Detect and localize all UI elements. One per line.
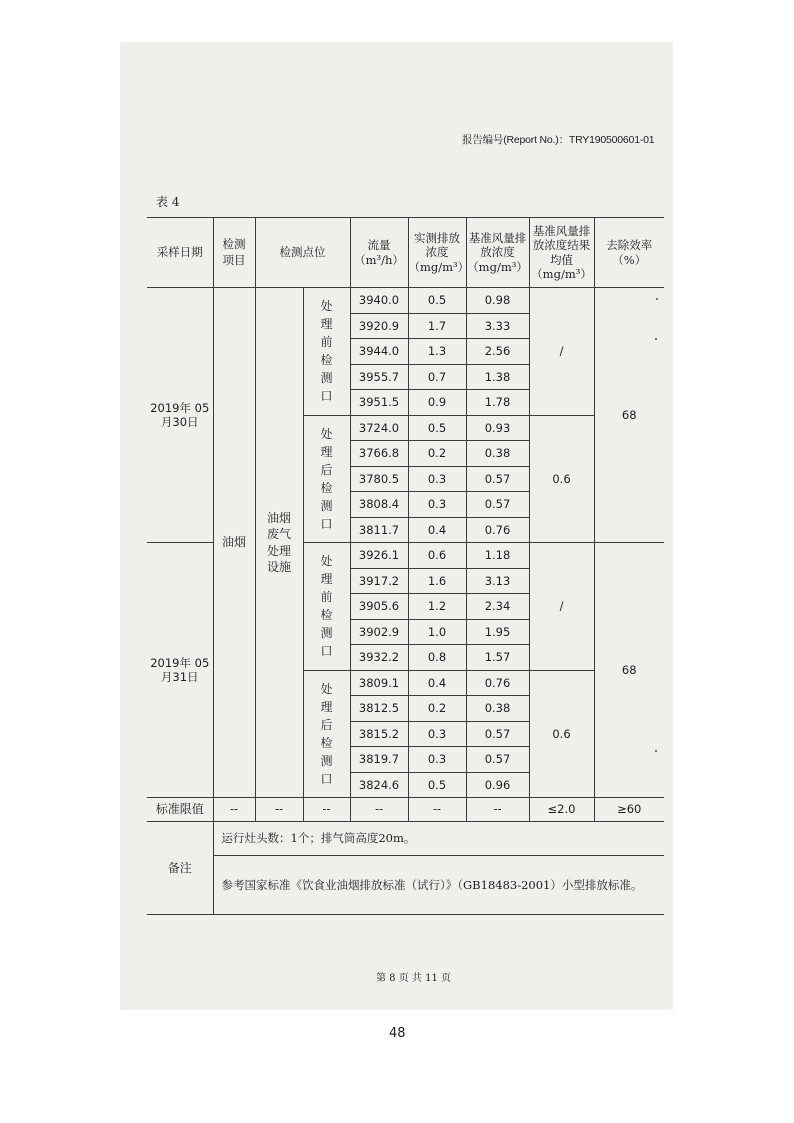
remarks-row: [147, 822, 664, 856]
col-baseline-avg: 基准风量排放浓度结果均值（mg/m³）: [529, 218, 594, 288]
col-baseline: 基准风量排放浓度（mg/m³）: [466, 218, 529, 288]
standard-item: --: [213, 798, 255, 822]
baseline-value: 0.57: [466, 721, 529, 747]
page-of: 第 8 页 共 11 页: [376, 973, 451, 984]
measured-value: 0.3: [408, 466, 466, 492]
flow-value: 3920.9: [350, 313, 408, 339]
baseline-value: 0.57: [466, 492, 529, 518]
measured-value: 0.8: [408, 645, 466, 671]
page-number: 48: [389, 1026, 406, 1041]
standard-row: [147, 798, 664, 822]
flow-value: 3819.7: [350, 747, 408, 773]
baseline-value: 0.76: [466, 670, 529, 696]
standard-baseline-avg: ≤2.0: [529, 798, 594, 822]
measured-value: 0.6: [408, 543, 466, 569]
flow-value: 3780.5: [350, 466, 408, 492]
measured-value: 0.4: [408, 670, 466, 696]
measured-value: 0.3: [408, 721, 466, 747]
baseline-value: 0.76: [466, 517, 529, 543]
baseline-value: 2.56: [466, 339, 529, 365]
baseline-value: 1.95: [466, 619, 529, 645]
flow-value: 3809.1: [350, 670, 408, 696]
col-flow: 流量（m³/h）: [350, 218, 408, 288]
standard-position: --: [303, 798, 350, 822]
measured-value: 1.0: [408, 619, 466, 645]
baseline-average: /: [529, 288, 594, 416]
test-position: [303, 543, 350, 671]
test-item: 油烟: [213, 288, 255, 798]
flow-value: 3955.7: [350, 364, 408, 390]
flow-value: 3815.2: [350, 721, 408, 747]
baseline-value: 1.38: [466, 364, 529, 390]
remarks-row: [147, 856, 664, 915]
baseline-value: 0.38: [466, 696, 529, 722]
baseline-value: 1.78: [466, 390, 529, 416]
measured-value: 0.7: [408, 364, 466, 390]
standard-label: 标准限值: [147, 798, 213, 822]
baseline-average: 0.6: [529, 415, 594, 543]
standard-flow: --: [350, 798, 408, 822]
col-measured: 实测排放浓度（mg/m³）: [408, 218, 466, 288]
test-position: [303, 415, 350, 543]
flow-value: 3905.6: [350, 594, 408, 620]
measured-value: 1.7: [408, 313, 466, 339]
standard-measured: --: [408, 798, 466, 822]
measured-value: 1.3: [408, 339, 466, 365]
flow-value: 3724.0: [350, 415, 408, 441]
baseline-value: 3.33: [466, 313, 529, 339]
baseline-value: 2.34: [466, 594, 529, 620]
flow-value: 3812.5: [350, 696, 408, 722]
standard-removal: ≥60: [594, 798, 664, 822]
removal-efficiency: 68: [594, 288, 664, 543]
baseline-value: 0.57: [466, 466, 529, 492]
measured-value: 0.3: [408, 747, 466, 773]
flow-value: 3940.0: [350, 288, 408, 314]
flow-value: 3932.2: [350, 645, 408, 671]
table-row: [147, 288, 664, 314]
flow-value: 3951.5: [350, 390, 408, 416]
flow-value: 3917.2: [350, 568, 408, 594]
baseline-value: 0.96: [466, 772, 529, 798]
measured-value: 0.2: [408, 696, 466, 722]
baseline-average: /: [529, 543, 594, 671]
measured-value: 0.9: [408, 390, 466, 416]
col-item: [213, 218, 255, 288]
standard-facility: --: [255, 798, 303, 822]
test-position-text: 处理后检测口: [320, 681, 333, 786]
table-title: 表 4: [156, 195, 180, 209]
header-row: [147, 218, 664, 288]
emission-table: [147, 217, 664, 915]
measured-value: 0.5: [408, 415, 466, 441]
sampling-date: 2019年 05月31日: [147, 543, 213, 798]
baseline-value: 1.18: [466, 543, 529, 569]
facility-text: 油烟废气处理设施: [266, 511, 291, 574]
flow-value: 3824.6: [350, 772, 408, 798]
flow-value: 3808.4: [350, 492, 408, 518]
col-item-text: 检测项目: [222, 236, 246, 267]
measured-value: 0.5: [408, 772, 466, 798]
measured-value: 0.4: [408, 517, 466, 543]
remarks-label: 备注: [147, 822, 213, 915]
standard-baseline: --: [466, 798, 529, 822]
col-removal: 去除效率（%）: [594, 218, 664, 288]
report-number: 报告编号(Report No.)：TRY190500601-01: [462, 134, 655, 146]
test-position: [303, 288, 350, 416]
test-position-text: 处理前检测口: [320, 299, 333, 404]
baseline-value: 0.98: [466, 288, 529, 314]
test-position: [303, 670, 350, 798]
flow-value: 3766.8: [350, 441, 408, 467]
remarks-line-1: 运行灶头数：1个；排气筒高度20m。: [213, 822, 664, 856]
test-position-text: 处理后检测口: [320, 426, 333, 531]
baseline-value: 0.57: [466, 747, 529, 773]
test-position-text: 处理前检测口: [320, 554, 333, 659]
flow-value: 3926.1: [350, 543, 408, 569]
measured-value: 1.6: [408, 568, 466, 594]
sampling-date: 2019年 05月30日: [147, 288, 213, 543]
remarks-line-2: 参考国家标准《饮食业油烟排放标准（试行）》（GB18483-2001）小型排放标准。: [213, 856, 664, 915]
baseline-value: 0.38: [466, 441, 529, 467]
facility: [255, 288, 303, 798]
baseline-value: 3.13: [466, 568, 529, 594]
baseline-average: 0.6: [529, 670, 594, 798]
measured-value: 0.2: [408, 441, 466, 467]
measured-value: 1.2: [408, 594, 466, 620]
removal-efficiency: 68: [594, 543, 664, 798]
flow-value: 3811.7: [350, 517, 408, 543]
col-date: 采样日期: [147, 218, 213, 288]
baseline-value: 0.93: [466, 415, 529, 441]
baseline-value: 1.57: [466, 645, 529, 671]
measured-value: 0.3: [408, 492, 466, 518]
measured-value: 0.5: [408, 288, 466, 314]
flow-value: 3902.9: [350, 619, 408, 645]
flow-value: 3944.0: [350, 339, 408, 365]
col-point: 检测点位: [255, 218, 350, 288]
